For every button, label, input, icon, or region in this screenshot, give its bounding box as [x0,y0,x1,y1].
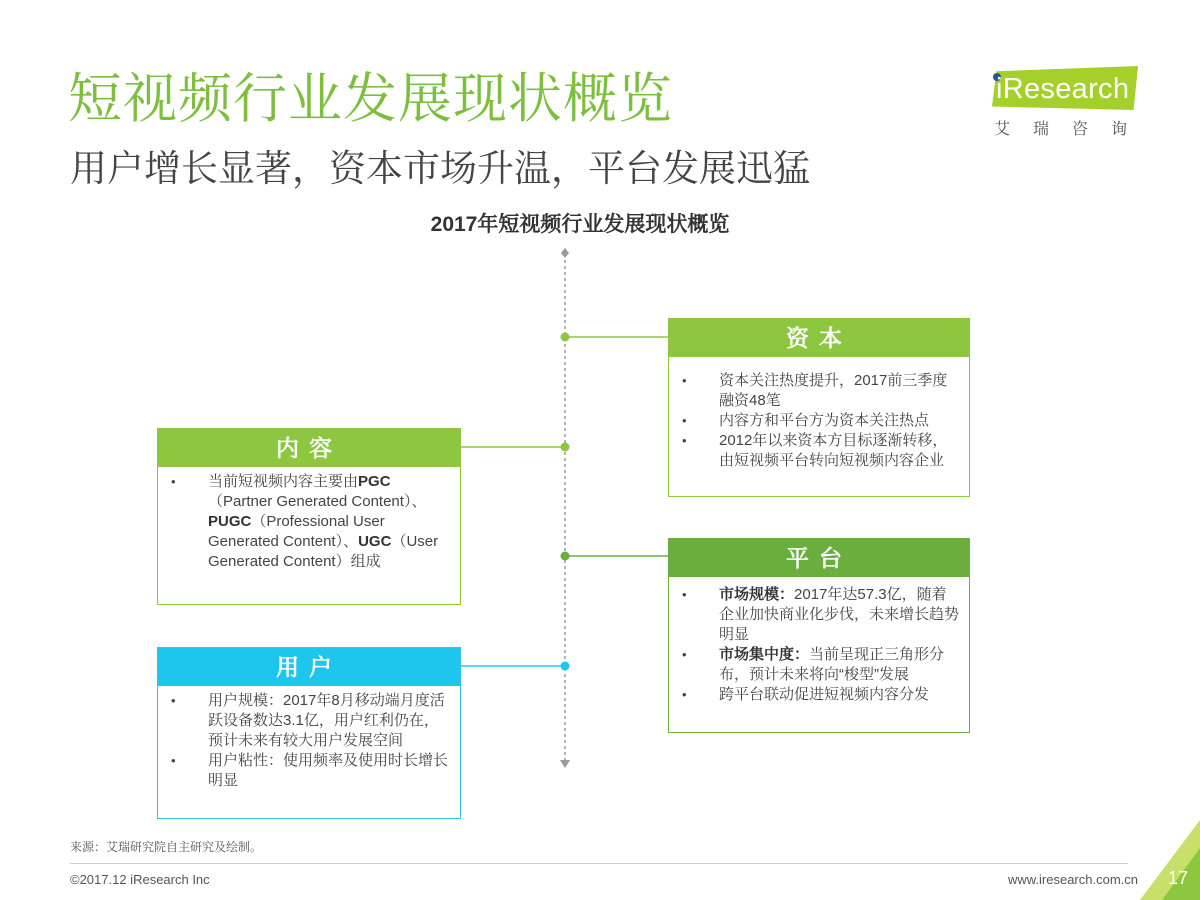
list-item [158,472,452,572]
content-ugc: UGC [358,533,392,550]
iresearch-logo [990,62,1151,140]
users-heading: 用户 [158,648,460,686]
list-item: • 内容方和平台方为资本关注热点 [669,411,961,431]
logo-cn-text: 艾瑞咨询 [994,121,1151,138]
content-text-part: （Professional User Generated Content）、 [208,513,385,550]
logo-text: iResearch [996,73,1130,105]
timeline-start-diamond [561,248,569,258]
platform-heading: 平台 [669,539,969,577]
capital-heading: 资本 [669,319,969,357]
platform-item-text: 2017年达57.3亿，随着企业加快商业化步伐，未来增长趋势明显 [719,586,960,643]
platform-item-label: 市场集中度： [719,646,810,663]
connector-capital-dot [561,333,570,342]
content-pgc: PGC [358,473,391,490]
platform-item-label: 市场规模： [719,586,795,603]
content-text-part: （User Generated Content）组成 [208,533,439,570]
copyright-text: ©2017.12 iResearch Inc [70,872,210,887]
content-text-part: （Partner Generated Content）、 [208,493,427,510]
platform-item-text: 当前呈现正三角形分布，预计未来将向“梭型”发展 [719,646,945,683]
content-list [158,467,460,572]
list-item [669,645,961,685]
page-subtitle: 用户增长显著，资本市场升温，平台发展迅猛 [70,148,810,189]
content-pugc: PUGC [208,513,252,530]
platform-item-text: 跨平台联动促进短视频内容分发 [719,686,930,703]
website-link[interactable]: www.iresearch.com.cn [1007,872,1138,887]
diagram-title: 2017年短视频行业发展现状概览 [430,213,730,236]
users-list [158,686,460,791]
page-title: 短视频行业发展现状概览 [68,69,673,129]
content-text-part: 当前短视频内容主要由 [208,473,359,490]
content-box [157,428,461,605]
content-heading: 内容 [158,429,460,467]
capital-box [668,318,970,497]
list-item: • 用户规模：2017年8月移动端月度活跃设备数达3.1亿，用户红利仍在，预计未来有较大用户发展空间 [158,691,452,751]
timeline-end-arrow [560,760,570,768]
list-item [669,685,961,705]
list-item: • 2012年以来资本方目标逐渐转移，由短视频平台转向短视频内容企业 [669,431,961,471]
capital-list [669,357,969,471]
platform-list [669,577,969,705]
list-item: • 用户粘性：使用频率及使用时长增长明显 [158,751,452,791]
connector-content-dot [561,443,570,452]
list-item [669,585,961,645]
connector-platform-dot [561,552,570,561]
platform-box [668,538,970,733]
users-box [157,647,461,819]
list-item: • 资本关注热度提升，2017前三季度融资48笔 [669,371,961,411]
connector-users-dot [561,662,570,671]
source-note: 来源：艾瑞研究院自主研究及绘制。 [70,840,263,854]
footer-divider [70,863,1128,864]
page-number: 17 [1167,868,1189,888]
